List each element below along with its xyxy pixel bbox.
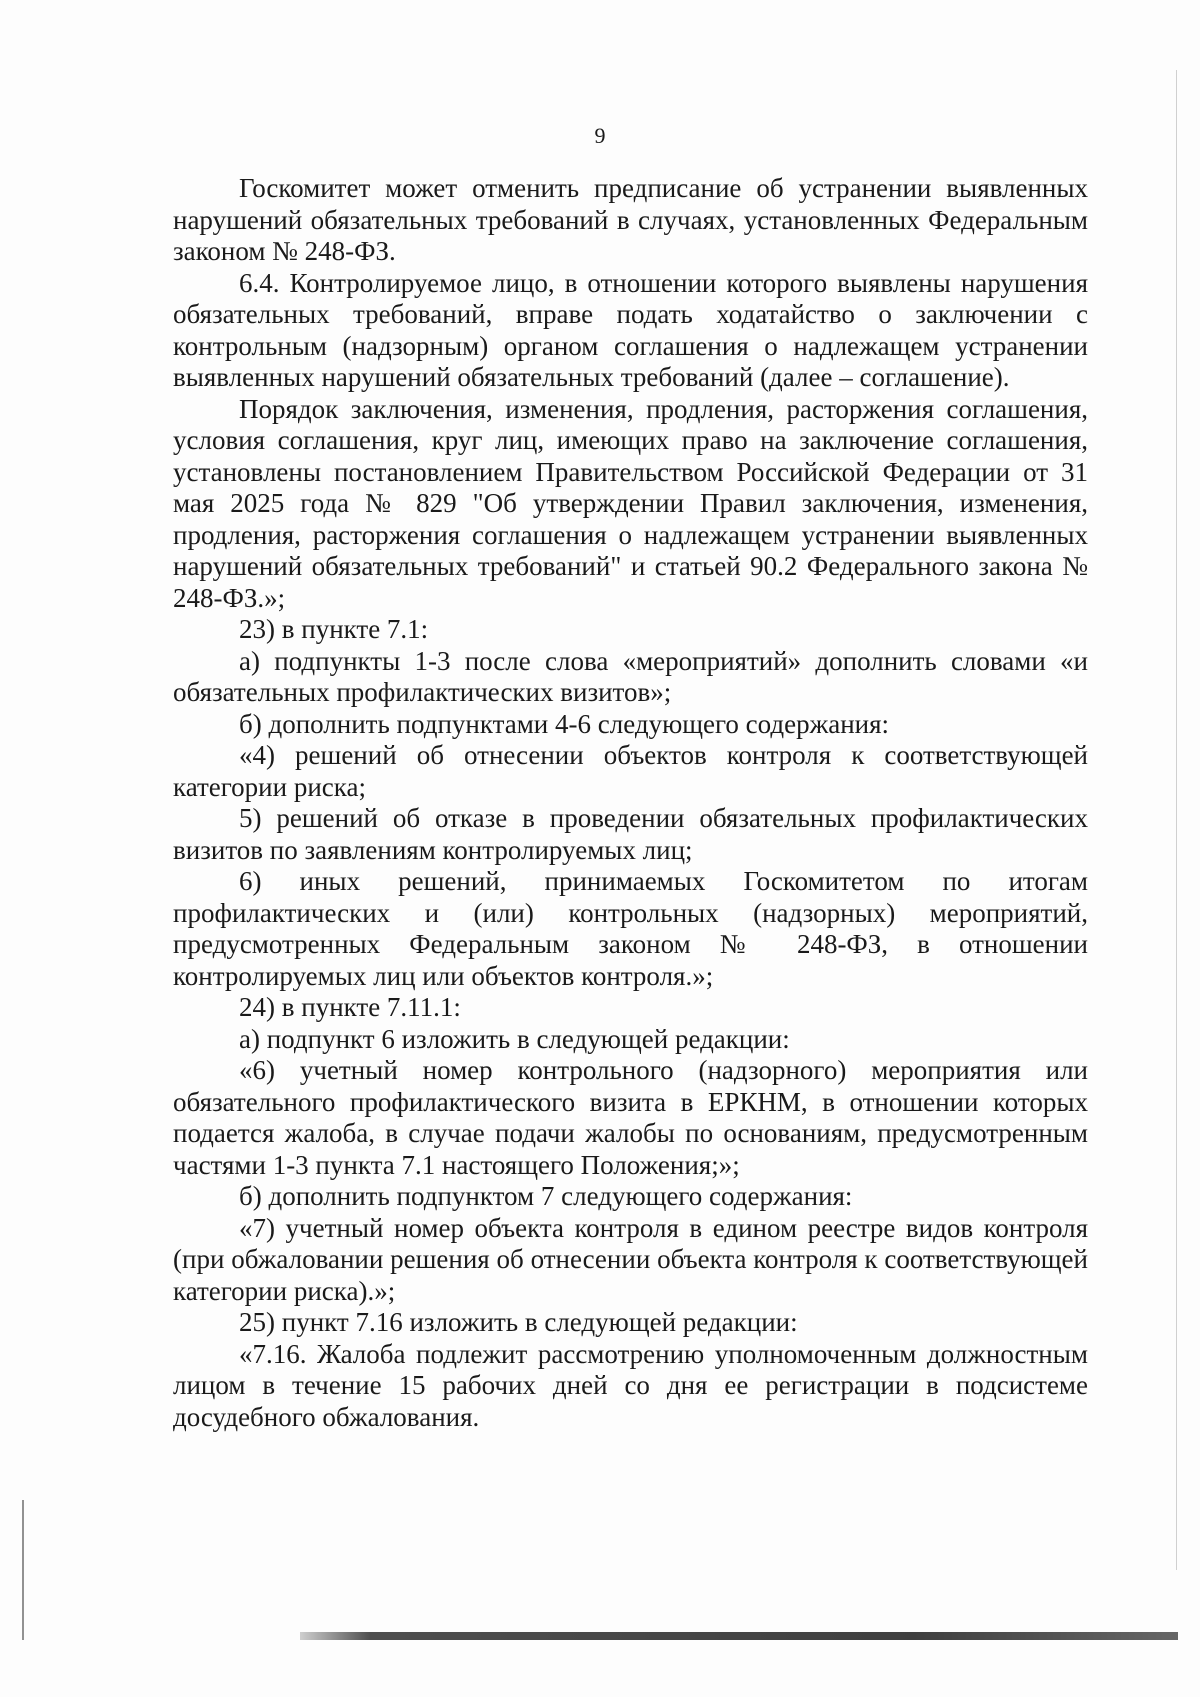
paragraph: 5) решений об отказе в проведении обязательных профилактических визитов по заявлениям контролируемых лиц; — [173, 803, 1088, 865]
paragraph: «7.16. Жалоба подлежит рассмотрению уполномоченным должностным лицом в течение 15 рабочих дней со дня ее регистрации в подсистеме досудебного обжалования. — [173, 1338, 1088, 1432]
paragraph: 25) пункт 7.16 изложить в следующей редакции: — [239, 1307, 798, 1337]
paragraph: 6) иных решений, принимаемых Госкомитетом по итогам профилактических и (или) контрольных (надзорных) мероприятий, предусмотренных Федеральным законом № 248-ФЗ, в отношении контролируемых лиц или объектов контроля.»; — [173, 866, 1088, 991]
paragraph: 6.4. Контролируемое лицо, в отношении которого выявлены нарушения обязательных требований, вправе подать ходатайство о заключении с контрольным (надзорным) органом соглашения о надлежащем устранении выявленных нарушений обязательных требований (далее – соглашение). — [173, 267, 1088, 392]
page-number: 9 — [594, 123, 606, 148]
paragraph: б) дополнить подпунктом 7 следующего содержания: — [239, 1181, 853, 1211]
paragraph: Госкомитет может отменить предписание об устранении выявленных нарушений обязательных требований в случаях, установленных Федеральным законом № 248-ФЗ. — [173, 173, 1088, 266]
paragraph: «6) учетный номер контрольного (надзорного) мероприятия или обязательного профилактического визита в ЕРКНМ, в отношении которых подается жалоба, в случае подачи жалобы по основаниям, предусмотренным частями 1-3 пункта 7.1 настоящего Положения;»; — [173, 1055, 1088, 1180]
paragraph: б) дополнить подпунктами 4-6 следующего содержания: — [239, 708, 890, 739]
paragraph: 23) в пункте 7.1: — [239, 614, 429, 644]
paragraph: Порядок заключения, изменения, продления, расторжения соглашения, условия соглашения, круг лиц, имеющих право на заключение соглашения, установлены постановлением Правительством Российской Федерации от 31 мая 2025 года № 829 "Об утверждении Правил заключения, изменения, продления, расторжения соглашения о надлежащем устранении выявленных нарушений обязательных требований" и статьей 90.2 Федерального закона № 248-ФЗ.»; — [173, 393, 1088, 613]
paragraph: «4) решений об отнесении объектов контроля к соответствующей категории риска; — [173, 740, 1088, 802]
scan-edge-right — [1176, 70, 1177, 1570]
paragraph: а) подпункт 6 изложить в следующей редакции: — [239, 1023, 790, 1054]
paragraph: «7) учетный номер объекта контроля в едином реестре видов контроля (при обжаловании решения об отнесении объекта контроля к соответствующей категории риска).»; — [173, 1212, 1088, 1306]
document-body — [173, 173, 1088, 1433]
scan-edge-left — [22, 1500, 24, 1640]
paragraph: 24) в пункте 7.11.1: — [239, 992, 461, 1022]
paragraph: а) подпункты 1-3 после слова «мероприятий» дополнить словами «и обязательных профилактических визитов»; — [173, 645, 1088, 707]
scan-edge-bottom — [300, 1632, 1178, 1640]
